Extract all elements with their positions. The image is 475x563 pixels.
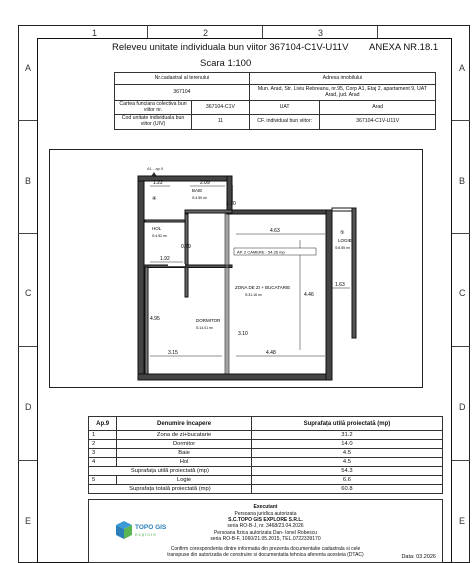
ruler-col-2: 2	[203, 28, 209, 38]
scale-label: Scara 1:100	[200, 58, 252, 69]
row-nr: 2	[89, 440, 117, 449]
dim-4: 0.79	[181, 244, 191, 250]
logo-name: TOPO GIS	[135, 524, 167, 531]
subtotal-value: 54.3	[251, 467, 442, 476]
dim-7: 1.63	[335, 282, 345, 288]
dim-11: 4.95	[150, 316, 160, 322]
executant-block	[88, 499, 443, 563]
floor-plan-frame	[49, 149, 423, 388]
confirmation-line-2: transpuse din autorizatia de construire si documentatia tehnica aferenta acesteia (DTAC)	[167, 552, 364, 558]
dim-12: 3.10	[238, 331, 248, 337]
subtotal-label: Suprafața utilă proiectată (mp)	[89, 467, 252, 476]
row-name: Baie	[117, 449, 252, 458]
room-dormitor-area: S:14.01 m²	[196, 326, 214, 330]
room-dormitor-name: DORMITOR	[196, 318, 221, 323]
cf-collective-value: 367104-C1V	[192, 101, 250, 115]
ruler-tick	[452, 460, 470, 461]
room-hol-number: ④	[152, 196, 157, 202]
col-header-name: Denumire încapere	[117, 417, 252, 431]
ruler-row-b: B	[25, 176, 32, 186]
row-nr: 5	[89, 476, 117, 485]
uat-value: Arad	[320, 101, 436, 115]
cadastral-value: 367104	[115, 85, 250, 101]
rooms-area-table	[88, 416, 443, 494]
annex-label: ANEXA NR.18.1	[369, 42, 439, 53]
dim-2: 2.09	[200, 180, 210, 186]
room-baie-area: S:4.50 m²	[192, 196, 208, 200]
ruler-tick	[18, 346, 37, 347]
logo-sub: explore	[135, 532, 157, 537]
row-area: 14.0	[251, 440, 442, 449]
table-row	[89, 458, 443, 467]
dim-3: 1.70	[226, 201, 236, 207]
row-name: Zona de zi+bucatarie	[117, 431, 252, 440]
room-logie-number: ⑤	[340, 230, 345, 236]
ruler-row-c: C	[25, 288, 32, 298]
ruler-row-b-right: B	[459, 176, 466, 186]
row-name: Dormitor	[117, 440, 252, 449]
address-label: Adresa imobilului	[249, 73, 435, 85]
property-info-table	[114, 72, 436, 130]
ruler-col-3: 3	[318, 28, 324, 38]
ruler-tick	[452, 346, 470, 347]
table-row	[89, 476, 443, 485]
ruler-tick	[18, 460, 37, 461]
col-header-ap: Ap.9	[89, 417, 117, 431]
table-row	[89, 440, 443, 449]
executant-line-3: seria RO-B-J, nr. 3468/23.04.2026	[227, 523, 304, 529]
dim-9: 3.15	[168, 350, 178, 356]
row-area: 4.5	[251, 449, 442, 458]
document-title: Releveu unitate individuala bun viitor 367104-C1V-U11V	[112, 42, 349, 53]
row-name: Hol	[117, 458, 252, 467]
executant-line-2: S.C.TOPO GIS EXPLORE S.R.L.	[228, 517, 303, 523]
ruler-tick	[452, 233, 470, 234]
address-value: Mun. Arad, Str. Liviu Rebreanu, nr.95, Corp A1, Etaj 2, apartament 9, UAT Arad, jud. Arad	[249, 85, 435, 101]
col-header-area: Suprafața utilă proiectată (mp)	[251, 417, 442, 431]
ruler-row-a-right: A	[459, 63, 466, 73]
dim-5: 4.63	[270, 228, 280, 234]
ruler-tick	[452, 120, 470, 121]
ruler-row-d: D	[25, 402, 32, 412]
cf-individual-label: CF. individual bun viitor:	[249, 115, 320, 129]
row-area: 4.5	[251, 458, 442, 467]
table-row	[89, 431, 443, 440]
total-value: 60.8	[251, 485, 442, 494]
row-nr: 4	[89, 458, 117, 467]
ruler-col-1: 1	[92, 28, 98, 38]
apartment-marker: A1 - ap.9	[147, 166, 164, 171]
executant-title: Executant	[253, 504, 278, 510]
cadastral-label: Nr.cadastral al terenului	[115, 73, 250, 85]
room-zona-name: ZONA DE ZI + BUCATARIE	[235, 285, 291, 290]
executant-line-1: Persoana juridica autorizata	[234, 511, 297, 517]
ruler-row-c-right: C	[459, 288, 466, 298]
confirmation-line-1: Confirm corespondenta dintre informatia din prezenta documentatie cadastrala si cele	[170, 546, 361, 552]
ruler-row-e: E	[25, 516, 32, 526]
total-row	[89, 485, 443, 494]
uat-label: UAT	[249, 101, 320, 115]
ruler-row-a: A	[25, 63, 32, 73]
uiv-label: Cod unitate individuala bun viitor (UIV)	[115, 115, 192, 129]
dim-1: 1.22	[153, 180, 163, 186]
subtotal-row	[89, 467, 443, 476]
row-nr: 1	[89, 431, 117, 440]
row-area: 6.6	[251, 476, 442, 485]
dim-10: 4.48	[266, 350, 276, 356]
cf-individual-value: 367104-C1V-U11V	[320, 115, 436, 129]
total-label: Suprafața totală proiectată (mp)	[89, 485, 252, 494]
table-row	[89, 449, 443, 458]
ruler-tick	[147, 25, 148, 38]
row-area: 31.2	[251, 431, 442, 440]
dim-8: 4.46	[304, 292, 314, 298]
room-logie-area: S:6.55 m²	[335, 246, 351, 250]
ruler-tick	[18, 233, 37, 234]
executant-line-5: seria RO-B-F, 1060/21.05.2015, TEL.0722339170	[210, 536, 321, 542]
cf-collective-label: Cartea funciara colectiva bun viitor nr.	[115, 101, 192, 115]
ruler-tick	[18, 120, 37, 121]
ruler-row-e-right: E	[459, 516, 466, 526]
document-date: Data: 03.2026	[401, 554, 436, 560]
logo-cube-icon	[115, 520, 133, 540]
unit-label: AP. 2 CAMERE - 54.26 mp	[237, 249, 285, 255]
row-nr: 3	[89, 449, 117, 458]
room-hol-name: HOL	[152, 226, 162, 231]
room-baie-name: BAIE	[192, 188, 203, 193]
company-logo	[115, 520, 175, 542]
ruler-tick	[262, 25, 263, 38]
row-name: Logie	[117, 476, 252, 485]
room-hol-area: S:4.52 m²	[152, 234, 168, 238]
dim-6: 1.92	[160, 256, 170, 262]
floor-plan-drawing	[50, 150, 424, 389]
ruler-row-d-right: D	[459, 402, 466, 412]
ruler-tick	[377, 25, 378, 38]
executant-line-4: Persoana fizica autorizata Dan- Ionel Robescu	[213, 530, 318, 536]
uiv-value: 11	[192, 115, 250, 129]
room-zona-area: S:31.16 m²	[245, 293, 263, 297]
room-logie-name: LOGIE	[338, 238, 352, 243]
